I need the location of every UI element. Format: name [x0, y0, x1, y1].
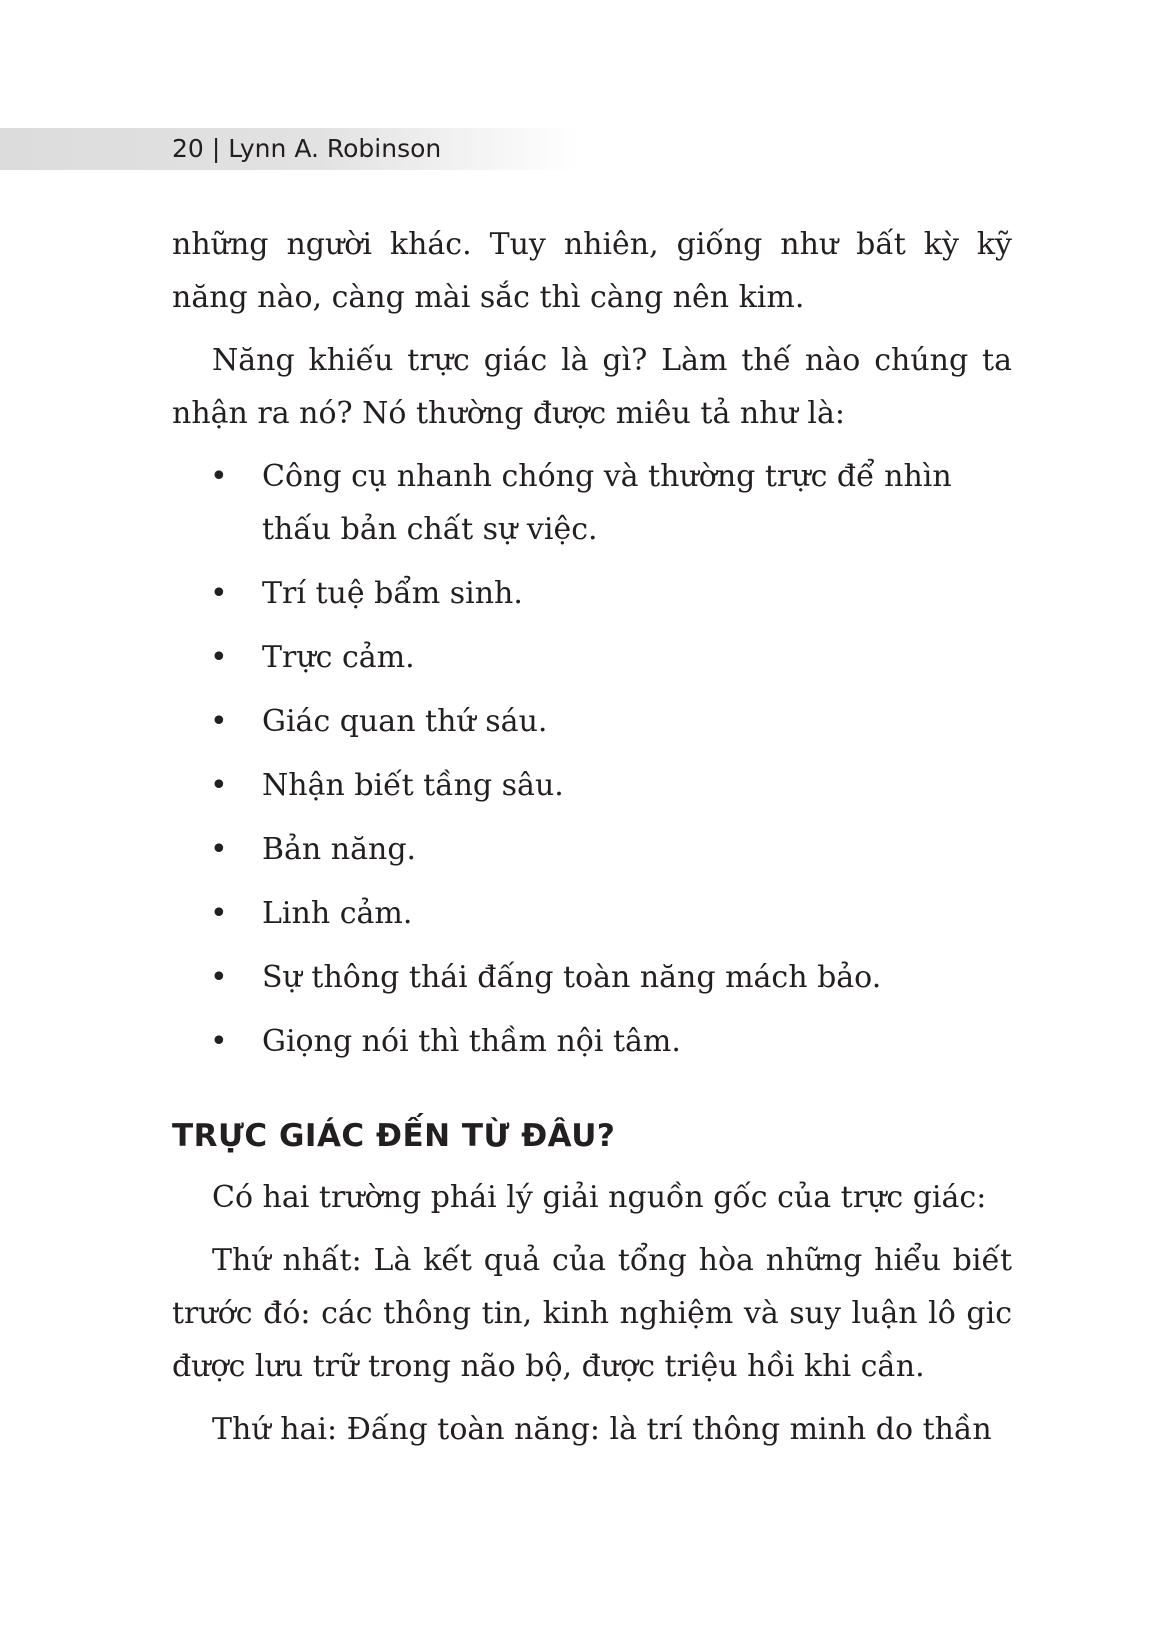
list-item-text: Sự thông thái đấng toàn năng mách bảo.: [262, 960, 882, 995]
paragraph-first-school: Thứ nhất: Là kết quả của tổng hòa những hiểu biết trước đó: các thông tin, kinh nghiệm và suy luận lô gic được lưu trữ trong não bộ, được triệu hồi khi cần.: [172, 1243, 1012, 1384]
paragraph-continuation: những người khác. Tuy nhiên, giống như bất kỳ kỹ năng nào, càng mài sắc thì càng nên kim.: [172, 227, 1012, 315]
bullet-icon: •: [210, 832, 228, 867]
list-item: [172, 631, 1012, 684]
bullet-icon: •: [210, 960, 228, 995]
bullet-icon: •: [210, 1024, 228, 1059]
list-item: [172, 759, 1012, 812]
list-item-text: Giác quan thứ sáu.: [262, 704, 548, 739]
list-item: [172, 567, 1012, 620]
list-item-text: Giọng nói thì thầm nội tâm.: [262, 1024, 681, 1059]
page-number: 20: [172, 134, 204, 163]
bullet-icon: •: [210, 896, 228, 931]
list-item-text: Trí tuệ bẩm sinh.: [262, 576, 523, 611]
list-item-text: Linh cảm.: [262, 896, 413, 931]
list-item: [172, 450, 1012, 556]
list-item: [172, 887, 1012, 940]
list-item: [172, 823, 1012, 876]
page-body: [172, 218, 1012, 1466]
section-heading: TRỰC GIÁC ĐẾN TỪ ĐÂU?: [172, 1118, 616, 1154]
list-item: [172, 695, 1012, 748]
bullet-icon: •: [210, 768, 228, 803]
bullet-icon: •: [210, 704, 228, 739]
author-name: Lynn A. Robinson: [228, 134, 442, 163]
running-head: [172, 128, 441, 170]
bullet-icon: •: [210, 459, 228, 494]
list-item-text: Công cụ nhanh chóng và thường trực để nhìn thấu bản chất sự việc.: [262, 459, 952, 547]
list-item-text: Nhận biết tầng sâu.: [262, 768, 564, 803]
list-item: [172, 1015, 1012, 1068]
header-separator: |: [211, 134, 221, 163]
list-item-text: Trực cảm.: [262, 640, 415, 675]
paragraph-question: Năng khiếu trực giác là gì? Làm thế nào chúng ta nhận ra nó? Nó thường được miêu tả như là:: [172, 343, 1012, 431]
paragraph-intro: Có hai trường phái lý giải nguồn gốc của trực giác:: [212, 1180, 987, 1215]
intuition-description-list: [172, 450, 1012, 1068]
list-item: [172, 951, 1012, 1004]
bullet-icon: •: [210, 576, 228, 611]
paragraph-second-school: Thứ hai: Đấng toàn năng: là trí thông minh do thần: [212, 1412, 992, 1447]
list-item-text: Bản năng.: [262, 832, 417, 867]
bullet-icon: •: [210, 640, 228, 675]
